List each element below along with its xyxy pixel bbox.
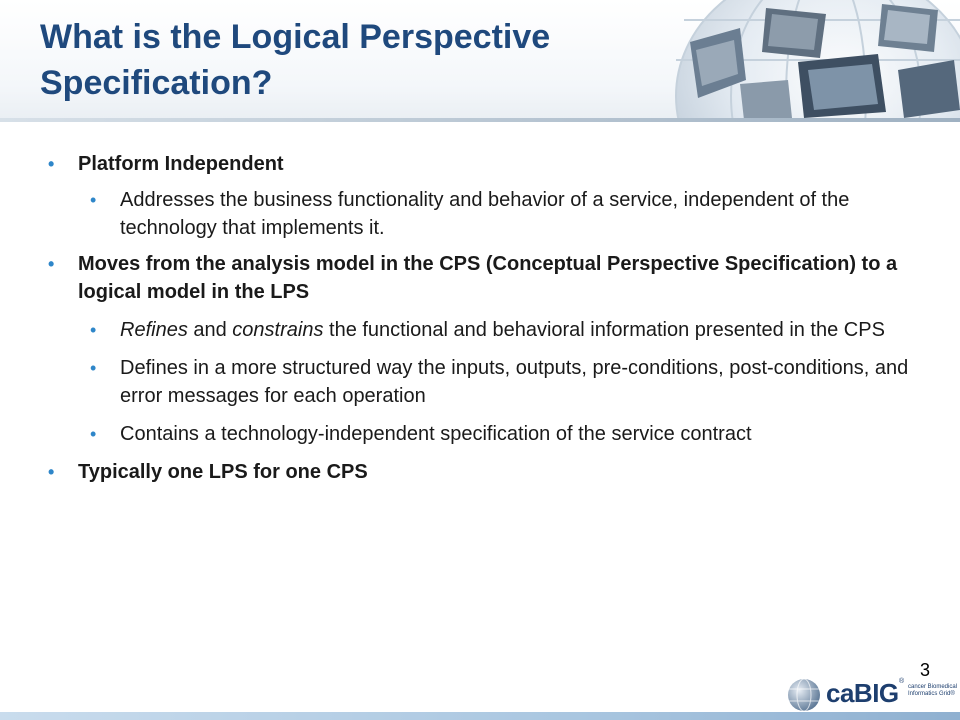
- collage-photo-6: [740, 80, 792, 120]
- sub-bullet-refines-constrains: • Refines and constrains the functional and behavioral information presented in the CPS: [48, 316, 928, 344]
- bullet-marker: •: [48, 254, 55, 274]
- sub-bullet-structured-definitions: • Defines in a more structured way the inputs, outputs, pre-conditions, post-conditions, and error messages for each operation: [48, 354, 928, 410]
- collage-photo-5: [898, 60, 960, 118]
- sub-bullet-service-contract: • Contains a technology-independent specification of the service contract: [48, 420, 928, 448]
- registered-mark: ®: [899, 678, 905, 685]
- header-divider: [0, 118, 960, 122]
- bullet-one-lps-per-cps: • Typically one LPS for one CPS: [48, 458, 928, 486]
- bullet-platform-independent: • Platform Independent: [48, 150, 928, 178]
- page-number: 3: [919, 660, 930, 680]
- bullet-marker: •: [48, 154, 55, 174]
- sub-bullet-business-functionality: • Addresses the business functionality and behavior of a service, independent of the technology that implements it.: [48, 186, 928, 242]
- globe-icon: [786, 677, 822, 713]
- bullet-analysis-to-logical-model: • Moves from the analysis model in the CPS (Conceptual Perspective Specification) to a logical model in the LPS: [48, 250, 928, 306]
- logo-tagline: cancer Biomedical Informatics Grid®: [908, 684, 958, 697]
- globe-photo-collage: [648, 0, 960, 122]
- bullet-marker: •: [90, 358, 97, 378]
- logo-wordmark: caBIG: [826, 678, 899, 708]
- footer-bar: [0, 712, 960, 720]
- bullet-marker: •: [90, 190, 97, 210]
- slide-body: [48, 150, 928, 486]
- bullet-marker: •: [90, 320, 97, 340]
- cabig-logo: [786, 676, 960, 714]
- bullet-marker: •: [48, 462, 55, 482]
- bullet-marker: •: [90, 424, 97, 444]
- slide-title: What is the Logical Perspective Specification?: [40, 18, 551, 102]
